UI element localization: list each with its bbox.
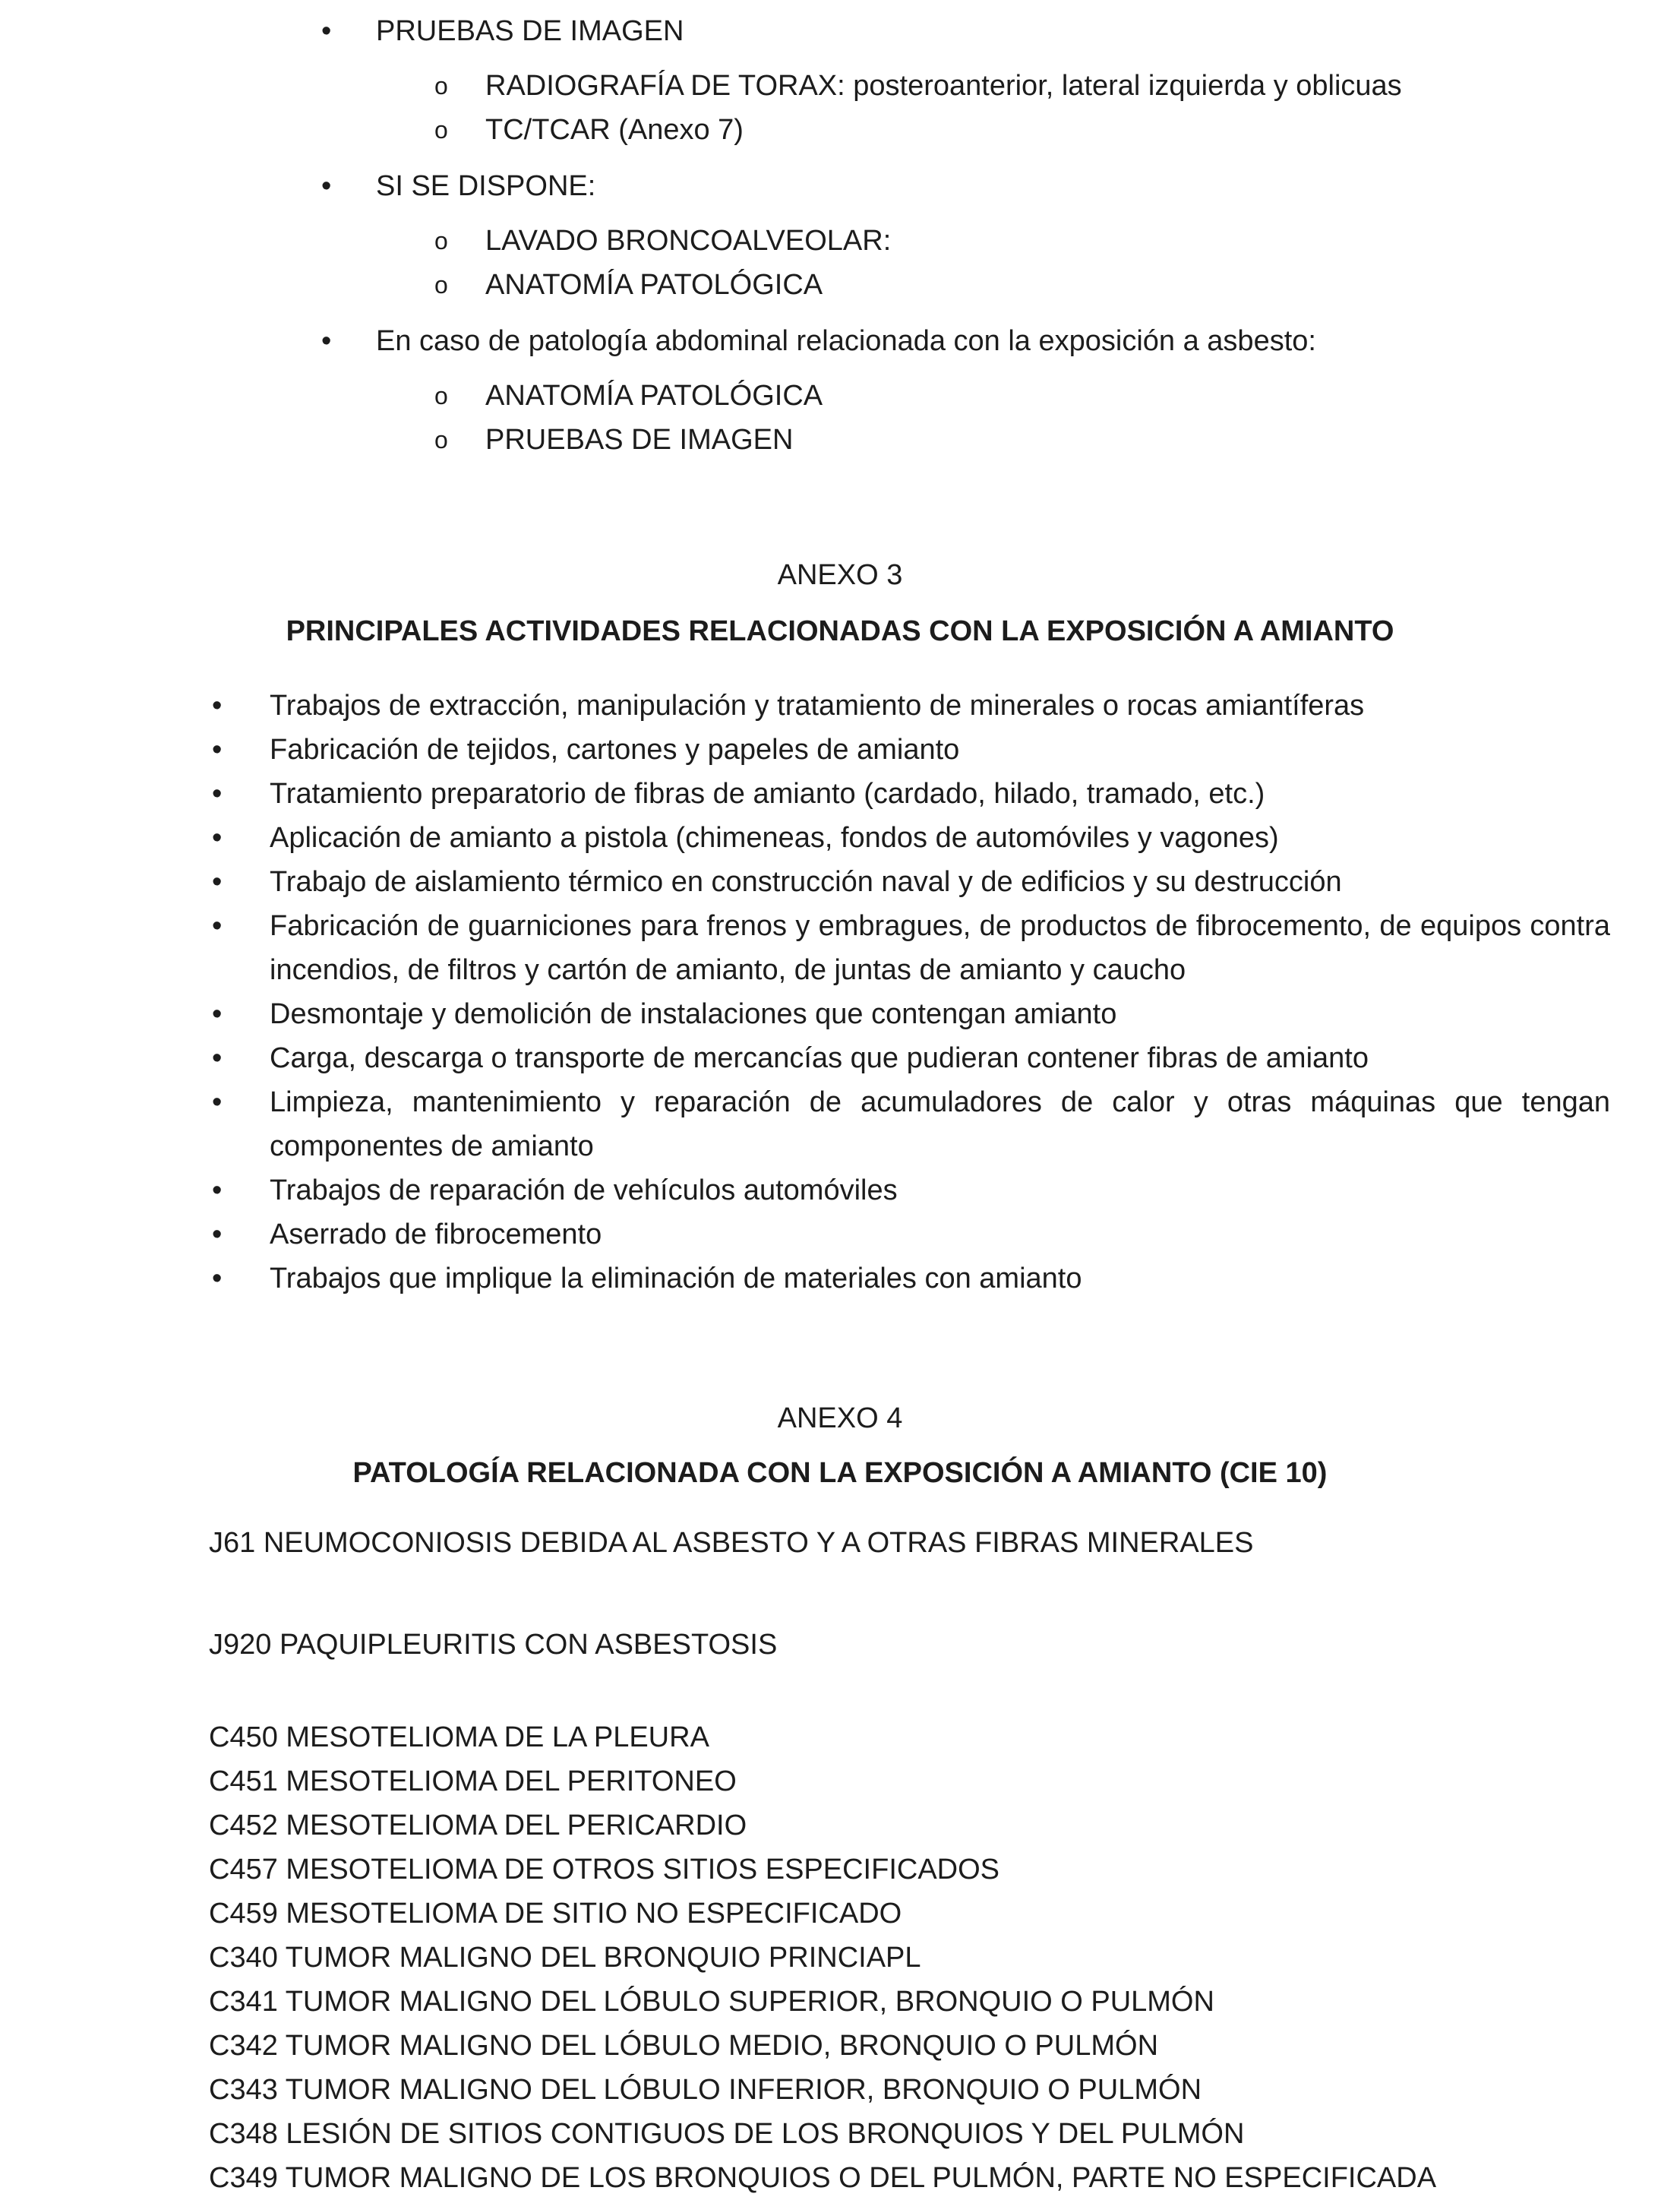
code-line: C341 TUMOR MALIGNO DEL LÓBULO SUPERIOR, BRONQUIO O PULMÓN [209,1986,1214,2018]
sub-list [0,219,1680,307]
list-item [0,860,1680,904]
anexo3-heading: PRINCIPALES ACTIVIDADES RELACIONADAS CON LA EXPOSICIÓN A AMIANTO [286,615,1394,647]
list-item-label: LAVADO BRONCOALVEOLAR: [485,225,892,257]
list-item-label: Tratamiento preparatorio de fibras de amianto (cardado, hilado, tramado, etc.) [270,778,1265,810]
list-item-label: Carga, descarga o transporte de mercancías que pudieran contener fibras de amianto [270,1042,1369,1074]
list-item-label: Limpieza, mantenimiento y reparación de acumuladores de calor y otras máquinas que tengan componentes de amianto [270,1086,1610,1162]
code-line: C343 TUMOR MALIGNO DEL LÓBULO INFERIOR, BRONQUIO O PULMÓN [209,2074,1202,2106]
bullet-icon [212,1168,270,1212]
code-line: C340 TUMOR MALIGNO DEL BRONQUIO PRINCIAPL [209,1942,921,1974]
code-line: C348 LESIÓN DE SITIOS CONTIGUOS DE LOS BRONQUIOS Y DEL PULMÓN [209,2118,1245,2150]
list-item-label: Trabajo de aislamiento térmico en construcción naval y de edificios y su destrucción [270,866,1342,898]
anexo3-list [0,684,1680,1301]
list-item-label: PRUEBAS DE IMAGEN [485,424,794,456]
bullet-icon [212,904,270,992]
code-line: C451 MESOTELIOMA DEL PERITONEO [209,1765,737,1797]
list-item-label: SI SE DISPONE: [376,170,596,202]
anexo4-heading: PATOLOGÍA RELACIONADA CON LA EXPOSICIÓN A AMIANTO (CIE 10) [352,1457,1328,1489]
list-item [0,904,1680,992]
list-item [0,263,1680,307]
bullet-icon [212,772,270,816]
code-line: C342 TUMOR MALIGNO DEL LÓBULO MEDIO, BRONQUIO O PULMÓN [209,2030,1159,2062]
list-item [0,418,1680,462]
list-item [0,1212,1680,1256]
list-item [0,992,1680,1036]
bullet-icon [212,992,270,1036]
list-item-label: Trabajos de extracción, manipulación y tratamiento de minerales o rocas amiantíferas [270,690,1365,722]
list-item-label: Desmontaje y demolición de instalaciones que contengan amianto [270,998,1117,1030]
list-item [0,9,1680,53]
bullet-icon [212,860,270,904]
list-item [0,108,1680,152]
code-line: C457 MESOTELIOMA DE OTROS SITIOS ESPECIFICADOS [209,1854,1000,1885]
list-item-label: ANATOMÍA PATOLÓGICA [485,269,823,301]
list-item [0,728,1680,772]
list-item [0,1036,1680,1080]
sub-list [0,374,1680,462]
code-line: C349 TUMOR MALIGNO DE LOS BRONQUIOS O DEL PULMÓN, PARTE NO ESPECIFICADA [209,2162,1437,2194]
bullet-icon [212,1036,270,1080]
list-item [0,684,1680,728]
list-item [0,219,1680,263]
list-item [0,1256,1680,1301]
paragraph-j61: J61 NEUMOCONIOSIS DEBIDA AL ASBESTO Y A OTRAS FIBRAS MINERALES [209,1527,1254,1559]
list-item-label: PRUEBAS DE IMAGEN [376,15,684,47]
list-item [0,772,1680,816]
anexo3-title: ANEXO 3 [777,559,903,591]
circle-bullet-icon [434,108,485,152]
list-item-label: Aserrado de fibrocemento [270,1219,602,1250]
circle-bullet-icon [434,418,485,462]
circle-bullet-icon [434,64,485,108]
list-item-label: Fabricación de tejidos, cartones y papeles de amianto [270,734,960,766]
circle-bullet-icon [434,374,485,418]
code-line: C459 MESOTELIOMA DE SITIO NO ESPECIFICADO [209,1898,902,1930]
list-item [0,164,1680,208]
list-item [0,1168,1680,1212]
code-line: C452 MESOTELIOMA DEL PERICARDIO [209,1810,747,1841]
list-item [0,1080,1680,1168]
circle-bullet-icon [434,263,485,307]
list-item-label: Trabajos de reparación de vehículos automóviles [270,1174,898,1206]
sub-list [0,64,1680,152]
list-item [0,319,1680,363]
bullet-icon [212,684,270,728]
list-item-label: Aplicación de amianto a pistola (chimeneas, fondos de automóviles y vagones) [270,822,1279,854]
list-item [0,816,1680,860]
list-item-label: En caso de patología abdominal relacionada con la exposición a asbesto: [376,325,1316,357]
bullet-icon [212,1256,270,1301]
bullet-icon [321,319,376,363]
bullet-icon [212,1212,270,1256]
bullet-icon [212,816,270,860]
list-item-label: Fabricación de guarniciones para frenos y embragues, de productos de fibrocemento, de equipos contra incendios, de filtros y cartón de amianto, de juntas de amianto y caucho [270,910,1610,986]
paragraph-j920: J920 PAQUIPLEURITIS CON ASBESTOSIS [209,1629,778,1661]
list-item-label: Trabajos que implique la eliminación de materiales con amianto [270,1263,1082,1294]
bullet-icon [321,9,376,53]
list-item-label: TC/TCAR (Anexo 7) [485,114,744,146]
bullet-list-top [0,9,1680,462]
bullet-icon [321,164,376,208]
bullet-icon [212,1080,270,1168]
anexo4-title: ANEXO 4 [777,1402,903,1434]
bullet-icon [212,728,270,772]
circle-bullet-icon [434,219,485,263]
list-item [0,64,1680,108]
list-item-label: ANATOMÍA PATOLÓGICA [485,380,823,412]
list-item [0,374,1680,418]
code-list [0,1715,1680,2200]
list-item-label: RADIOGRAFÍA DE TORAX: posteroanterior, lateral izquierda y oblicuas [485,70,1402,102]
code-line: C450 MESOTELIOMA DE LA PLEURA [209,1721,709,1753]
